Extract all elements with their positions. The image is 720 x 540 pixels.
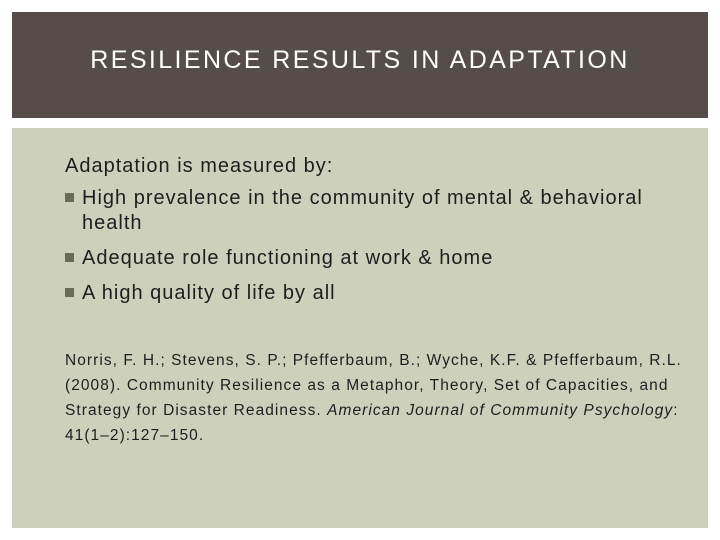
title-bar	[12, 12, 708, 118]
bullet-list	[65, 186, 685, 306]
list-item	[65, 186, 685, 236]
content-box	[12, 128, 708, 528]
square-bullet-icon	[65, 253, 74, 262]
citation-journal: American Journal of Community Psychology	[327, 402, 674, 419]
intro-text: Adaptation is measured by:	[65, 155, 334, 177]
citation-authors: Norris, F. H.; Stevens, S. P.; Pfefferbaum, B.; Wyche, K.F. & Pfefferbaum, R.L. (2008). Community Resilience as a Metaphor, Theory, Set of Capacities, and Strategy for Disaster Readiness.	[65, 352, 682, 419]
body-text	[65, 154, 685, 316]
list-item	[65, 246, 685, 271]
slide-title: RESILIENCE RESULTS IN ADAPTATION	[90, 45, 630, 74]
square-bullet-icon	[65, 288, 74, 297]
square-bullet-icon	[65, 193, 74, 202]
bullet-text: High prevalence in the community of mental & behavioral health	[82, 187, 643, 234]
bullet-text: Adequate role functioning at work & home	[82, 247, 494, 269]
citation	[65, 348, 695, 448]
bullet-text: A high quality of life by all	[82, 282, 336, 304]
list-item	[65, 281, 685, 306]
citation-volume-pages: : 41(1–2):127–150.	[65, 402, 679, 444]
